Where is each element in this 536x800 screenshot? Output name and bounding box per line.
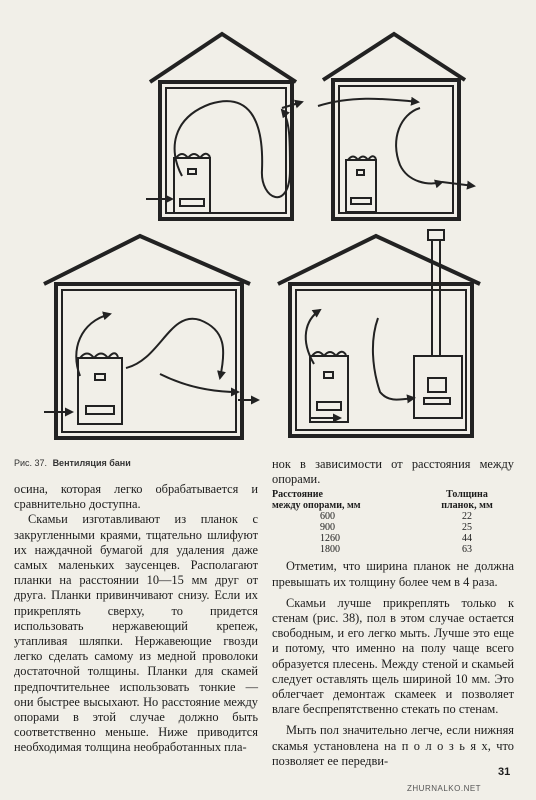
paragraph: Мыть пол значительно легче, если нижняя скамья установлена на п о л о з ь я х, что позволяет ее передви- bbox=[272, 723, 514, 768]
paragraph: нок в зависимости от расстояния между опорами. bbox=[272, 457, 514, 487]
watermark: ZHURNALKO.NET bbox=[407, 784, 482, 793]
table-row bbox=[272, 544, 504, 555]
table-cell: 22 bbox=[462, 511, 472, 523]
house-diagram-3 bbox=[44, 236, 258, 438]
paragraph: Скамьи изготавливают из планок с закругленными краями, тщательно шлифуют их наждачной бумагой для удаления даже самых маленьких заусенцев. Располагают планки на расстоянии 10—15 мм друг от друга. Планки привинчивают снизу. Если их прикреплять сверху, то придется использовать нержавеющий крепеж, утапливая шляпки. Нержавеющие гвозди легко сделать самому из медной проволоки достаточной толщины. Планки для скамей предпочтительнее использовать тонкие — они быстрее высыхают. Но расстояние между опорами в этой случае должно быть соответственно меньше. Ниже приводится необходимая толщина необработанных пла- bbox=[14, 512, 258, 755]
table-row bbox=[272, 511, 504, 522]
table-row bbox=[272, 533, 504, 544]
stove-icon bbox=[310, 352, 462, 422]
plank-thickness-table bbox=[272, 489, 504, 555]
stove-icon bbox=[346, 156, 376, 212]
stove-icon bbox=[78, 353, 122, 424]
table-header: Толщина bbox=[446, 489, 488, 501]
table-cell: 25 bbox=[462, 522, 472, 534]
table-row bbox=[272, 522, 504, 533]
right-text-column bbox=[272, 457, 514, 769]
paragraph: Скамьи лучше прикреплять только к стенам (рис. 38), пол в этом случае остается свободным, и его легко мыть. Лучше это еще и потому, что именно на полу чаще всего образуется плесень. Между стеной и скамьей следует оставлять щель шириной 10 мм. Это облегчает демонтаж скамеек и позволяет влаге беспрепятственно стекать по стенам. bbox=[272, 595, 514, 717]
table-cell: 44 bbox=[462, 533, 472, 545]
figure-caption bbox=[14, 458, 131, 468]
chimney-icon bbox=[428, 230, 444, 356]
left-text-column bbox=[14, 482, 258, 756]
table-header: между опорами, мм bbox=[272, 500, 361, 512]
paragraph: Отметим, что ширина планок не должна превышать их толщину более чем в 4 раза. bbox=[272, 559, 514, 589]
table-cell: 1260 bbox=[320, 533, 340, 545]
airflow-arrows bbox=[318, 99, 474, 186]
house-diagram-4 bbox=[278, 230, 480, 436]
table-cell: 900 bbox=[320, 522, 335, 534]
stove-icon bbox=[174, 154, 210, 213]
table-cell: 600 bbox=[320, 511, 335, 523]
house-diagram-2 bbox=[318, 34, 474, 219]
house-diagram-1 bbox=[146, 34, 302, 219]
paragraph: осина, которая легко обрабатывается и сравнительно доступна. bbox=[14, 482, 258, 512]
caption-number: Рис. 37. bbox=[14, 458, 48, 468]
caption-title: Вентиляция бани bbox=[52, 458, 131, 468]
table-cell: 1800 bbox=[320, 544, 340, 556]
table-header: Расстояние bbox=[272, 489, 323, 501]
page-number: 31 bbox=[498, 766, 511, 778]
airflow-arrows bbox=[44, 314, 258, 412]
table-cell: 63 bbox=[462, 544, 472, 556]
table-header: планок, мм bbox=[441, 500, 493, 512]
airflow-arrows bbox=[146, 101, 302, 199]
